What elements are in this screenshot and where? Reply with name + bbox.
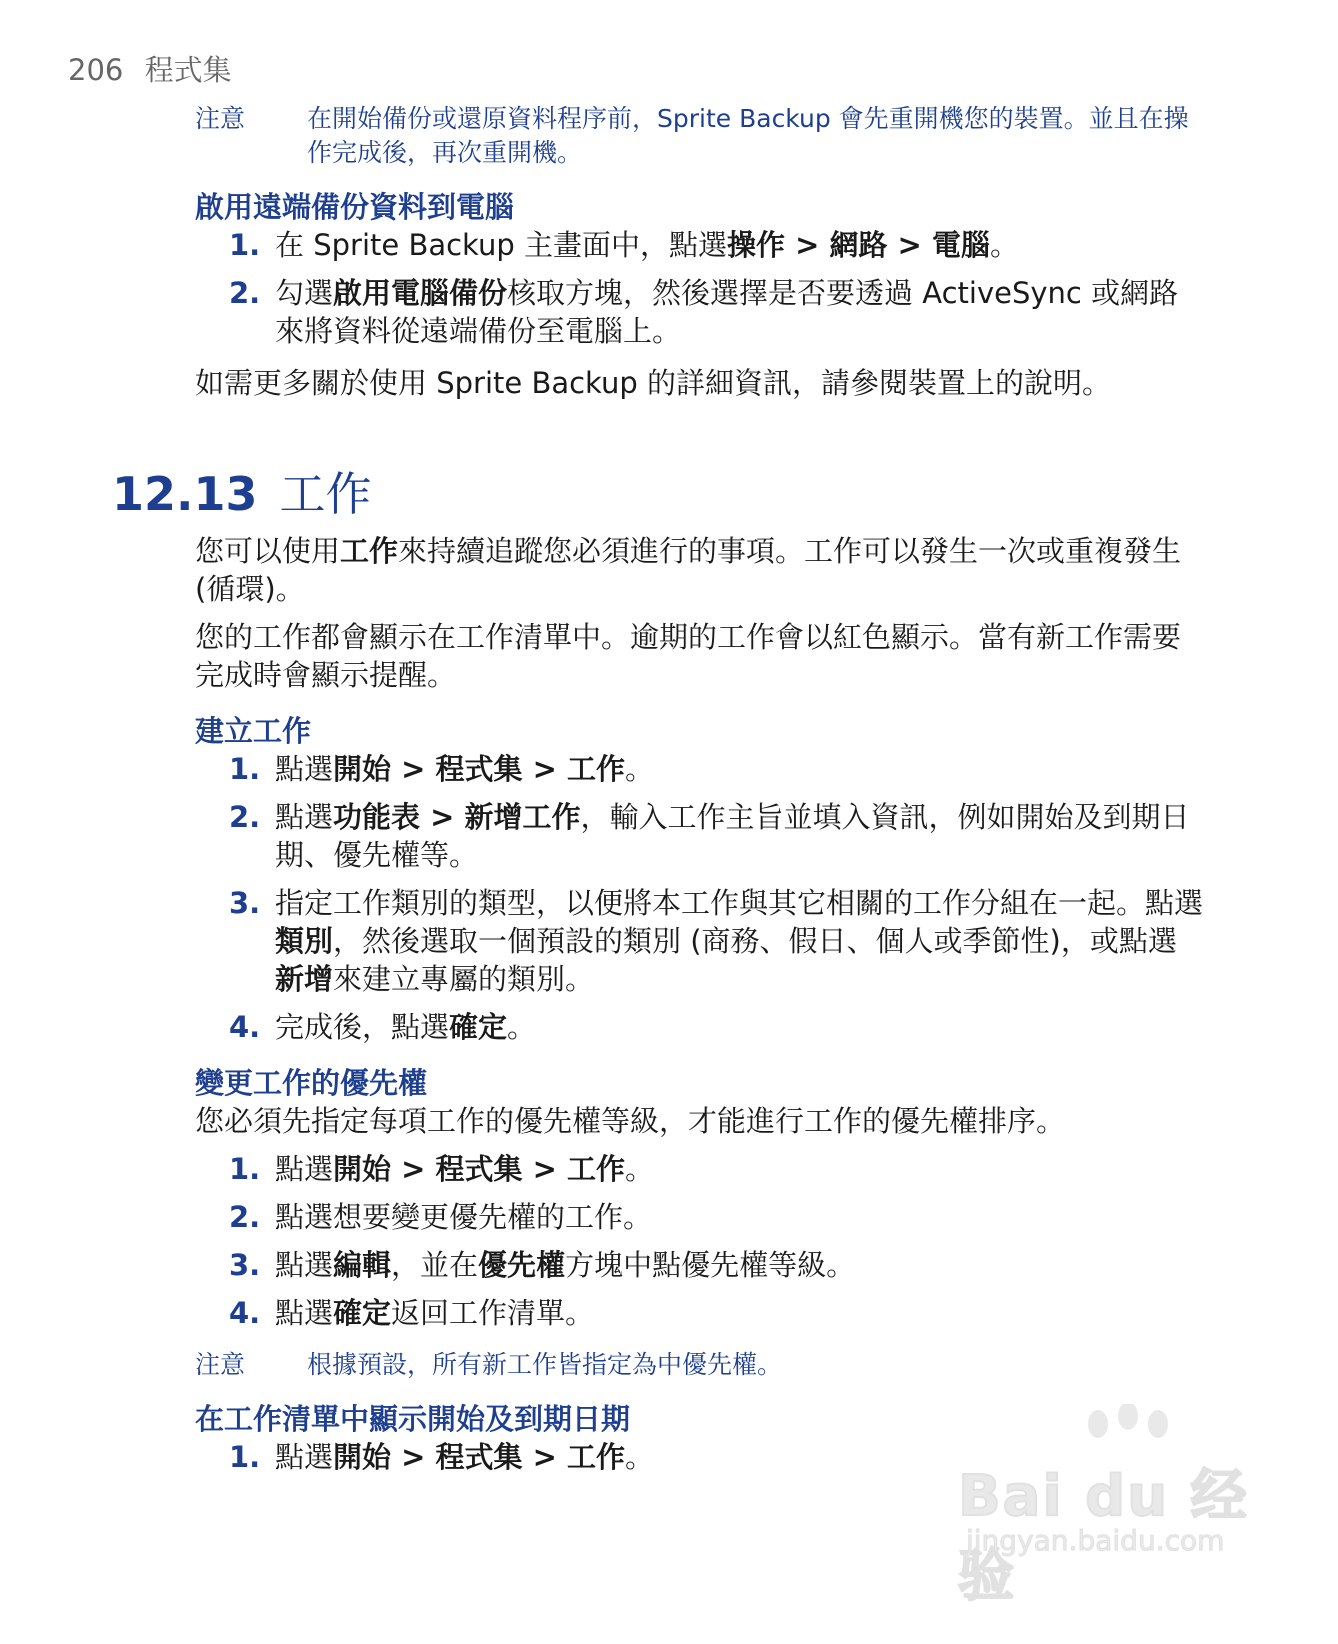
list-item — [195, 750, 1205, 788]
step-text: 指定工作類別的類型，以便將本工作與其它相關的工作分組在一起。點選類別，然後選取一個預設的類別 (商務、假日、個人或季節性)，或點選新增來建立專屬的類別。 — [275, 886, 1204, 996]
section-name: 工作 — [279, 467, 372, 521]
note-text: 在開始備份或還原資料程序前，Sprite Backup 會先重開機您的裝置。並且在操作完成後，再次重開機。 — [307, 104, 1189, 167]
step-number: 3. — [229, 1248, 261, 1282]
step-text: 完成後，點選確定。 — [275, 1010, 537, 1044]
create-task-steps — [195, 750, 1205, 1046]
step-number: 2. — [229, 1200, 261, 1234]
list-item — [195, 1008, 1205, 1046]
page-content — [195, 102, 1205, 402]
list-item — [195, 1150, 1205, 1188]
remote-backup-steps — [195, 226, 1205, 350]
step-text: 點選確定返回工作清單。 — [275, 1296, 595, 1330]
list-item — [195, 274, 1205, 350]
watermark-url: jingyan.baidu.com — [966, 1524, 1225, 1557]
step-text: 點選想要變更優先權的工作。 — [275, 1200, 653, 1234]
more-info-text: 如需更多關於使用 Sprite Backup 的詳細資訊，請參閱裝置上的說明。 — [195, 366, 1111, 400]
list-item — [195, 1198, 1205, 1236]
step-number: 4. — [229, 1296, 261, 1330]
step-number: 1. — [229, 1440, 261, 1474]
step-number: 1. — [229, 228, 261, 262]
step-text: 點選編輯，並在優先權方塊中點優先權等級。 — [275, 1248, 856, 1282]
step-number: 2. — [229, 276, 261, 310]
section-title — [112, 458, 372, 524]
page-header — [68, 48, 232, 89]
step-text: 在 Sprite Backup 主畫面中，點選操作 > 網路 > 電腦。 — [275, 228, 1019, 262]
step-text: 點選開始 > 程式集 > 工作。 — [275, 1152, 655, 1186]
baidu-watermark — [958, 1404, 1278, 1609]
intro-paragraph-2: 您的工作都會顯示在工作清單中。逾期的工作會以紅色顯示。當有新工作需要完成時會顯示提醒。 — [195, 620, 1182, 692]
watermark-logo-text: Bai du 经验 — [958, 1464, 1249, 1609]
step-number: 3. — [229, 886, 261, 920]
section-number: 12.13 — [112, 467, 258, 521]
priority-intro: 您必須先指定每項工作的優先權等級，才能進行工作的優先權排序。 — [195, 1104, 1066, 1138]
note-label: 注意 — [195, 104, 246, 133]
step-number: 2. — [229, 800, 261, 834]
priority-heading: 變更工作的優先權 — [195, 1066, 428, 1100]
list-item — [195, 1294, 1205, 1332]
priority-steps — [195, 1150, 1205, 1332]
intro-paragraph: 您可以使用工作來持續追蹤您必須進行的事項。工作可以發生一次或重複發生 (循環)。 — [195, 534, 1182, 606]
page-number: 206 — [68, 53, 124, 87]
list-item — [195, 226, 1205, 264]
list-item — [195, 884, 1205, 998]
remote-backup-heading: 啟用遠端備份資料到電腦 — [195, 190, 515, 224]
step-number: 4. — [229, 1010, 261, 1044]
tasks-content — [195, 532, 1205, 1476]
list-item — [195, 1246, 1205, 1284]
step-text: 勾選啟用電腦備份核取方塊，然後選擇是否要透過 ActiveSync 或網路來將資料從遠端備份至電腦上。 — [275, 276, 1179, 348]
step-text: 點選功能表 > 新增工作，輸入工作主旨並填入資訊，例如開始及到期日期、優先權等。 — [275, 800, 1190, 872]
create-task-heading: 建立工作 — [195, 714, 312, 748]
step-text: 點選開始 > 程式集 > 工作。 — [275, 752, 655, 786]
note-label: 注意 — [195, 1350, 246, 1379]
note-text: 根據預設，所有新工作皆指定為中優先權。 — [307, 1350, 783, 1379]
note-box — [195, 102, 1205, 170]
list-item — [195, 798, 1205, 874]
note-box-2 — [195, 1348, 1205, 1382]
step-number: 1. — [229, 1152, 261, 1186]
show-dates-heading: 在工作清單中顯示開始及到期日期 — [195, 1402, 631, 1436]
chapter-title: 程式集 — [144, 53, 232, 87]
step-number: 1. — [229, 752, 261, 786]
step-text: 點選開始 > 程式集 > 工作。 — [275, 1440, 655, 1474]
